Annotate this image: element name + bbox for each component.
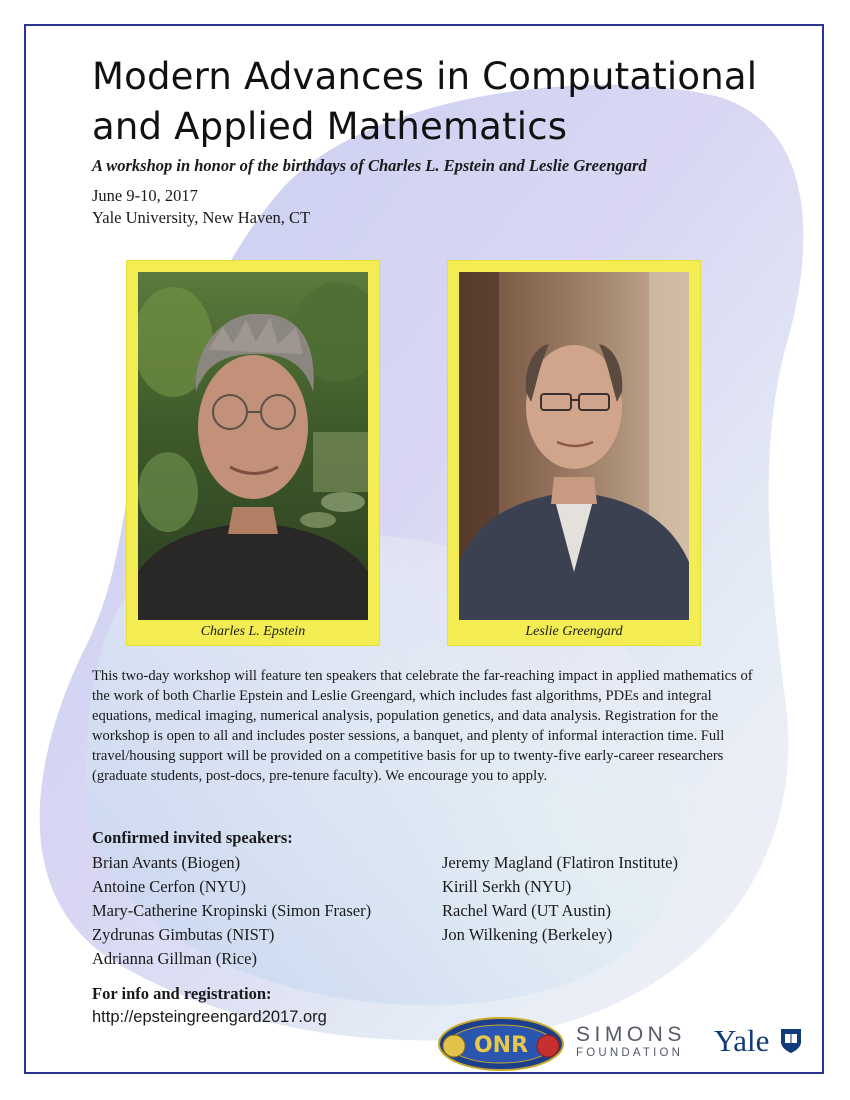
speaker-item: Rachel Ward (UT Austin) [442, 901, 611, 920]
honoree-card-greengard [447, 260, 701, 646]
poster-title [92, 52, 812, 152]
speaker-item: Brian Avants (Biogen) [92, 853, 241, 872]
honoree-card-epstein [126, 260, 380, 646]
speaker-item: Kirill Serkh (NYU) [442, 877, 572, 896]
poster-frame [24, 24, 824, 1074]
speaker-item: Zydrunas Gimbutas (NIST) [92, 925, 275, 944]
yale-shield-icon [780, 1028, 802, 1054]
subtitle: A workshop in honor of the birthdays of Charles L. Epstein and Leslie Greengard [92, 156, 647, 175]
title-line-2: and Applied Mathematics [92, 105, 568, 148]
speaker-item: Antoine Cerfon (NYU) [92, 877, 246, 896]
event-venue: Yale University, New Haven, CT [92, 208, 311, 227]
registration-link[interactable]: http://epsteingreengard2017.org [92, 1008, 327, 1026]
portrait-greengard [459, 272, 689, 620]
speakers-list-left [92, 851, 371, 971]
yale-logo [714, 1022, 814, 1062]
caption-greengard: Leslie Greengard [525, 624, 623, 639]
simons-sub: FOUNDATION [576, 1047, 684, 1059]
speaker-item: Mary-Catherine Kropinski (Simon Fraser) [92, 901, 372, 920]
speaker-item: Jeremy Magland (Flatiron Institute) [442, 853, 678, 872]
speaker-item: Jon Wilkening (Berkeley) [442, 925, 613, 944]
yale-wordmark: Yale [714, 1023, 770, 1058]
title-line-1: Modern Advances in Computational [92, 55, 758, 98]
speaker-item: Adrianna Gillman (Rice) [92, 949, 257, 968]
portrait-epstein [138, 272, 368, 620]
onr-letters: ONR [473, 1033, 529, 1058]
info-heading: For info and registration: [92, 984, 272, 1003]
speakers-heading: Confirmed invited speakers: [92, 828, 293, 847]
event-date: June 9-10, 2017 [92, 186, 198, 205]
onr-logo [436, 1016, 566, 1072]
caption-epstein: Charles L. Epstein [200, 624, 306, 639]
speakers-list-right [442, 851, 678, 947]
simons-name: SIMONS [576, 1023, 686, 1046]
simons-foundation-logo [576, 1024, 698, 1060]
workshop-description: This two-day workshop will feature ten speakers that celebrate the far-reaching impact in applied mathematics of the work of both Charlie Epstein and Leslie Greengard, which includes fast algorithms, PDEs and integral equations, medical imaging, numerical analysis, population genetics, and data analysis. Registration for the workshop is open to all and includes poster sessions, a banquet, and plenty of informal interaction time. Full travel/housing support will be provided on a competitive basis for up to twenty-five early-career researchers (graduate students, post-docs, pre-tenure faculty). We encourage you to apply. [92, 668, 753, 784]
